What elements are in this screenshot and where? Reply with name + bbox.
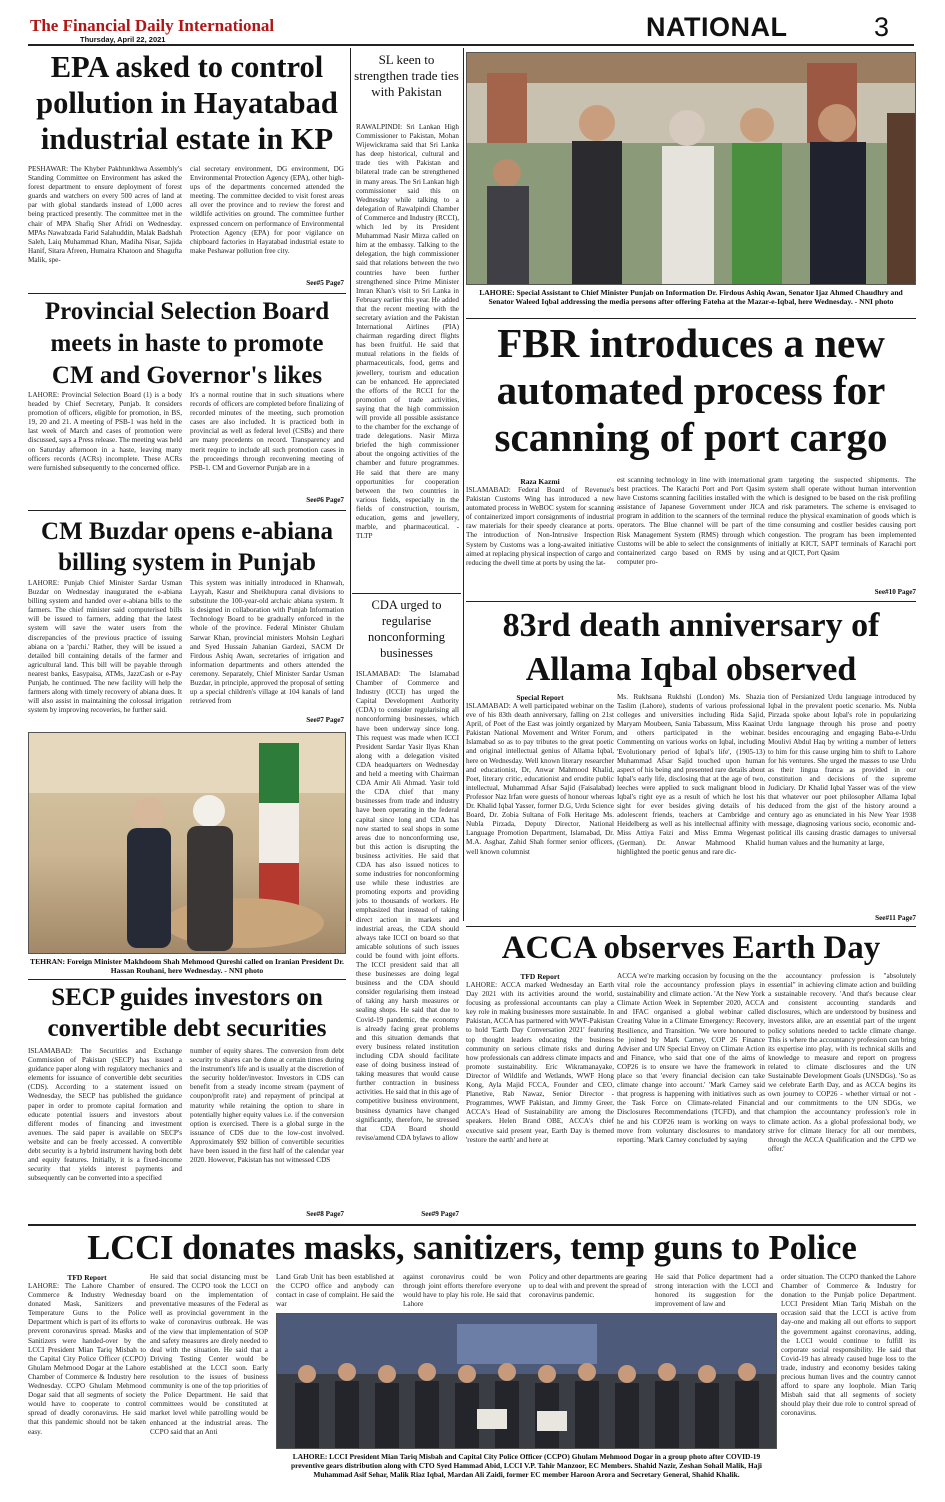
fbr-text-col1: ISLAMABAD: Federal Board of Revenue's Pakistan Customs Wing has introduced a new automated process in WeBOC system for scanning of containerized import consignments of industrial raw materials for their speedy clearance at ports. The introduction of Non-Intrusive Inspection System by Customs was a long-awaited initiative aimed at replacing physical inspection of cargo and reducing the dwell time at ports by using the lat- <box>466 486 614 567</box>
secp-text-col2: number of equity shares. The conversion from debt security to shares can be done at certain times during the instrument's life and is usually at the discretion of the security holder/investor. Investors in CDS can benefit from a steady income stream (payment of coupon/profit rate) and repayment of principal at maturity while retaining the option to share in potentially higher equity values i.e. if the conversion option is exercised. There is a global surge in the issuance of CDS due to the low-cost involved. Approximately $92 billion of convertible securities have been issued in the first half of the calendar year 2020. However, Pakistan has not witnessed CDS <box>190 1047 344 1165</box>
divider <box>28 293 346 294</box>
acca-byline: TFD Report <box>520 972 560 981</box>
headline-secp: SECP guides investors on convertible debt securities <box>47 984 327 1042</box>
masthead-paper-name: The Financial Daily International <box>30 16 275 35</box>
divider <box>466 318 916 319</box>
psb-text-col2: It's a normal routine that in such situations where records of officers are completed before finalizing of recorded minutes of the meeting, such promotion cases are also included. It is practiced both in provincial as well as federal level (CSBs) and there are many precedents on record. Transparency and merit require to include all such promotion cases in the proceedings through reconvening meeting of PSB-1. CM and Governor Punjab are in a <box>190 391 344 472</box>
secp-text-col1: ISLAMABAD: The Securities and Exchange Commission of Pakistan (SECP) has issued a guidance paper along with regulatory mechanics and elements for issuance of convertible debt securities (CDS). According to a statement issued on Wednesday, the SECP has published the guidance paper in order to promote capital formation and educate potential issuers and investors about different modes of financing and investment avenues. The said paper is available on SECP's website and can be freely accessed. A convertible debt security is a hybrid instrument having both debt and equity features. Initially, it is a fixed-income security that yields interest payments and subsequently can be converted into a specified <box>28 1047 182 1183</box>
photo-lcci-caption: LAHORE: LCCI President Mian Tariq Misbah and Capital City Police Officer (CCPO) Ghulam Mehmood Dogar in a group photo after COVID-19 preventive gears distribution along with CTO Syed Hammad Abid, LCCI V.P. Tahir Manzoor, EC Members. Shahid Nazir, Zeshan Sohail Malik, Haji Muhammad Asif Sehar, Malik Riaz Iqbal, Mardan Ali Zaidi, former EC member Haroon Arora and Secretary General, Shahid Khalik. <box>291 1452 762 1479</box>
headline-cda: CDA urged to regularise nonconforming businesses <box>367 598 446 660</box>
photo-lahore-media <box>466 52 916 285</box>
epa-text-col2: cial secretary environment, DG environment, DG Environmental Protection Agency (EPA), other high-ups of the departments concerned attended the meeting. The committee decided to visit forest areas all over the province and to review the forest and wildlife activities on ground. The committee further expressed concern on performance of Environmental Protection Agency (EPA) for poor vigilance on chipboard factories in Hayatabad industrial estate to make Peshawar pollution free city. <box>190 165 344 255</box>
psb-continued: See#6 Page7 <box>306 496 344 504</box>
fbr-text-col3: gram targeting the suspected shipments. The system shall operate without human intervention which is designed to be based on the risk profiling and risk parameters. The scheme is envisaged to reduce the physical examination of goods which is time consuming and costlier besides causing port congestion. The program has been implemented initially at KICT, SAPT terminals of Karachi port and at QICT, Port Qasim <box>768 476 916 557</box>
divider <box>466 926 916 927</box>
lcci-text-col2: He said that social distancing must be ensured. The CCPO took the LCCI on board on the implementation of preventative measures of the Federal as well as provincial government in the wake of coronavirus outbreak. He was of the view that implementation of SOP and safety measures are direly needed to deal with the situation. He said that a Driving Testing Center would be established at the LCCI soon. Early resolution to the issues of business community is one of the top priorities of the Police Department. He said that committees would be constituted at market level while patrolling would be enhanced at the industrial areas. The CCPO said that an Anti <box>150 1273 268 1436</box>
photo-lahore-media-caption: LAHORE: Special Assistant to Chief Minister Punjab on Information Dr. Firdous Ashiq Awan, Senator Ijaz Ahmed Chaudhry and Senator Waleed Iqbal addressing the media persons after offering Fateha at the Mazar-e-Iqbal, here Wednesday. - NNI photo <box>479 288 903 307</box>
headline-lcci: LCCI donates masks, sanitizers, temp guns to Police <box>87 1229 857 1267</box>
masthead-rule <box>28 44 914 46</box>
divider <box>28 510 346 511</box>
iqbal-byline: Special Report <box>516 693 564 702</box>
column-rule <box>463 48 464 921</box>
divider <box>352 593 461 594</box>
page-number: 3 <box>874 12 890 42</box>
column-rule <box>350 48 351 921</box>
iqbal-continued: See#11 Page7 <box>875 914 916 922</box>
lcci-text-col6: He said that Police department had a strong interaction with the LCCI and honored its suggestion for the improvement of law and <box>655 1273 773 1309</box>
lcci-text-col5: Policy and other departments are gearing up to deal with and prevent the spread of coronavirus pandemic. <box>529 1273 647 1300</box>
masthead-date: Thursday, April 22, 2021 <box>80 35 166 44</box>
acca-text-col3: the accountancy profession is "absolutely essential" in achieving climate action and building a sustainable recovery. 'And that's because clear and consistent accounting standards and disclosures, which are understood by business and investors alike, are an essential part of the urgent policy solutions needed to tackle climate change. This is where the accountancy profession can bring its expertise into play, with its technical skills and knowledge to measure and report on progress related to climate disclosures and the UN Sustainable Development Goals (UNSDGs). 'So as we celebrate Earth Day, and as ACCA begins its own journey to COP26 - whether virtual or not - and our commitments to the UN SDGs, we champion the accountancy profession's role in climate action. As a global professional body, we strive for climate literacy for all our members, through the ACCA Qualification and the CPD we offer.' <box>768 972 916 1153</box>
buzdar-text-col1: LAHORE: Punjab Chief Minister Sardar Usman Buzdar on Wednesday inaugurated the e-abiana billing system and handed over e-abiana bills to the farmers. The chief minister said computerised bills will be issued to farmers, adding that the latest system will save the water users from the discrepancies of the previous practice of issuing abiana on a 'parchi.' Rather, they will be issued a detailed bill containing details of the farmer and agricultural land. This bill will be payable through nearest banks, Easypaisa, ATMs, JazzCash or e-Pay Punjab, he continued. The new facility will help the farmers along with timely recovery of abiana dues. It will also assist in maintaining the colossal irrigation system by improving recoveries, he further said. <box>28 579 182 715</box>
fbr-continued: See#10 Page7 <box>874 588 916 596</box>
headline-psb: Provincial Selection Board meets in haste to promote CM and Governor's likes <box>44 298 330 389</box>
photo-tehran-caption: TEHRAN: Foreign Minister Makhdoom Shah Mehmood Qureshi called on Iranian President Dr. Hassan Rouhani, here Wednesday. - NNI photo <box>30 957 344 976</box>
lcci-text-col4: against coronavirus could be won through joint efforts therefore everyone would have to play his role. He said that Lahore <box>403 1273 521 1309</box>
cda-text: ISLAMABAD: The Islamabad Chamber of Commerce and Industry (ICCI) has urged the Capital Development Authority (CDA) to consider regularising all nonconforming businesses, which have been underway since long. This request was made when ICCI President Sardar Yasir Ilyas Khan along with a delegation visited CDA headquarters on Wednesday and held a meeting with Chairman CDA Amir Ali Ahmad. Yasir told the CDA chief that many businesses from trade and industry have been operating in the federal capital since long and CDA has now started to seal shops in some areas due to nonconforming use, but this action is disrupting the business activities. He said that CDA has also issued notices to some industries for nonconforming use while these industries are promoting exports and providing jobs to thousands of workers. He emphasized that instead of taking direct action in markets and industrial areas, the CDA should always take ICCI on board so that amicable solutions of such issues could be found with joint efforts. The ICCI president said that all these businesses are doing legal business and the CDA should consider regularising them instead of taking any harsh measures or sealing shops. He said that due to Covid-19 pandemic, the economy is already facing great problems and this situation demands that every business related institution including CDA should facilitate ease of doing business instead of taking measures that would cause further contraction in business activities. He said that in this age of competitive business environment, business dynamics have changed significantly, therefore, he stressed that CDA Board should revise/amend CDA bylaws to allow <box>356 670 459 1142</box>
buzdar-text-col2: This system was initially introduced in Khanwah, Layyah, Kasur and Sheikhupura canal divisions to substitute the 100-year-old archaic abiana system. It is designed in collaboration with Punjab Information Technology Board to be gradually enforced in the whole of the province. Federal Minister Ghulam Sarwar Khan, provincial ministers Mohsin Leghari and Syed Hussain Jahanian Gardezi, SACM Dr Firdous Ashiq Awan, secretaries of irrigation and information departments and others attended the ceremony. Separately, Chief Minister Sardar Usman Buzdar, in principle, approved the proposal of setting up a special children's village at 104 kanals of land retrieved from <box>190 579 344 706</box>
headline-buzdar: CM Buzdar opens e-abiana billing system in Punjab <box>41 518 333 576</box>
iqbal-text-col1: ISLAMABAD: A well participated webinar on the eve of his 83th death anniversary, falling on 21st April, of Poet of the East was jointly organized by Pakistan National Movement and Writer Forum, Islamabad so as to pay tributes to the great poetic and original intellectual genius of Allama Iqbal, here on Wednesday. Well known literary researcher and educationist, Dr, Anwar Mahmood Khalid, Poet, literary critic, educationist and erudite public intellectual, Muhammad Afsar Sajid (Faisalabad) Professor Naz Irfan were guests of honour whereas Dr. Khalid Iqbal Yasser, former D.G, Urdu Science Board, Dr. Zobia Sultana of Folk Heritage Ms. Nubla Pirzada, Deputy Director, National Language Promotion Department, Islamabad, Dr. M.A. Asghar, Zahid Shah former senior officers, well known columnist <box>466 702 614 856</box>
lcci-text-col1: LAHORE: The Lahore Chamber of Commerce & Industry Wednesday donated Mask, Sanitizers and Temperature Guns to the Police Department which is part of its efforts to prevent coronavirus spread. Masks and Sanitizers were handed-over by the LCCI President Mian Tariq Misbah to the Capital City Police Officer (CCPO) Ghulam Mehmood Dogar at the Lahore Chamber of Commerce & Industry here Wednesday. CCPO Ghulam Mehmood Dogar said that all segments of society would have to cooperate to control spread of deadly coronavirus. He said that this pandemic should not be taken easy. <box>28 1282 146 1436</box>
divider <box>466 601 916 602</box>
cda-continued: See#9 Page7 <box>421 1210 459 1218</box>
secp-continued: See#8 Page7 <box>306 1210 344 1218</box>
sl-text: RAWALPINDI: Sri Lankan High Commissioner to Pakistan, Mohan Wijewickrama said that Sri Lanka has deep historical, cultural and trade ties with Pakistan and bilateral trade can be strengthened in many areas. The Sri Lankan high commissioner said this on Wednesday while talking to a delegation of Rawalpindi Chamber of Commerce and Industry (RCCI), which led by its President Muhammad Nasir Mirza called on him at the embassy. Talking to the delegation, the high commissioner said that relations between the two countries have been further strengthened since Prime Minister Imran Khan's visit to Sri Lanka in February earlier this year. He added that the recent meeting with the secretary aviation and the Pakistan International Airlines (PIA) chairman regarding direct flights has been fruitful. He said that mutual relations in the fields of pharmaceuticals, food, gems and jewellery, tourism and education can be enhanced. He appreciated the efforts of the RCCI for the promotion of trade activities, saying that the high commission will provide all possible assistance to the chamber for the exchange of trade delegations. Nasir Mirza briefed the high commissioner about the ongoing activities of the chamber and future programmes. He said that there are many opportunities for cooperation between the two countries in various fields, especially in the fields of construction, tourism, education, gems and jewellery, marble, and pharmaceutical. - TLTP <box>356 123 459 541</box>
buzdar-continued: See#7 Page7 <box>306 716 344 724</box>
divider <box>28 979 346 980</box>
epa-text-col1: PESHAWAR: The Khyber Pakhtunkhwa Assembly's Standing Committee on Environment has asked the forest department to ensure deployment of forest guards and watchers on every 500 acres of land at par with global standards instead of 1,000 acres being practiced presently. The committee met in the chair of MPA Shafiq Sher Afridi on Wednesday. MPAs Nawabzada Farid Salahuddin, Malak Badshah Saleh, Laiq Muhammad Khan, Madiha Nisar, Sajida Hanif, Sitara Afreen, Humaira Khatoon and Shagufta Malik, spe- <box>28 165 182 264</box>
acca-text-col1: LAHORE: ACCA marked Wednesday an Earth Day 2021 with its activities around the world, focusing as professional accountants can play a key role in making businesses more sustainable. In Pakistan, ACCA has partnered with WWF-Pakistan to hold 'Earth Day Conversation 2021' featuring top thought leaders educating the business community on serious climate risks and during how professionals can address climate impacts and promote sustainability. Eric Wikramanayake, Director of Wildlife and Wetlands, WWF Hong Kong, Ayla Majid FCCA, Founder and CEO, Planetive, Rab Nawaz, Senior Director - Programmes, WWF Pakistan, and Jimmy Greer, ACCA's Head of Sustainability are among the speakers. Helen Brand OBE, ACCA's chief executive said present year, Earth Day is themed 'restore the earth' and here at <box>466 981 614 1144</box>
photo-lcci-group <box>276 1313 777 1449</box>
headline-iqbal: 83rd death anniversary of Allama Iqbal observed <box>502 607 880 688</box>
headline-fbr: FBR introduces a new automated process for scanning of port cargo <box>494 320 888 460</box>
epa-continued: See#5 Page7 <box>306 279 344 287</box>
psb-text-col1: LAHORE: Provincial Selection Board (1) is a body headed by Chief Secretary, Punjab. It considers promotion of officers, eligible for promotion, in BS, 19, 20 and 21. A meeting of PSB-1 was held in the last week of March and cases of promotion were discussed, says a Press release. The meeting was held on Saturday afternoon in a haste, leaving many officers records (ACRs) incomplete. These ACRs were furnished subsequently to the concerned office. <box>28 391 182 472</box>
headline-sl: SL keen to strengthen trade ties with Pakistan <box>354 52 459 99</box>
acca-text-col2: ACCA we're marking occasion by focusing on the vital role the accountancy profession plays in sustainability and climate action. 'At the New York Climate Action Week in September 2020, ACCA and IFAC organised a global webinar called Creating Value in a Climate Emergency: Recovery, Resilience, and Transition. 'We were honoured to be joined by Mark Carney, COP 26 Finance Adviser and UN Special Envoy on Climate Action and Finance, who said that one of the aims of COP26 is to ensure we have the framework in place so that 'every financial decision can take climate change into account.' 'Mark Carney said that progress is happening with initiatives such as the Task Force on Climate-related Financial Disclosures Recommendations (TCFD), and that he and his COP26 team is working on ways to move from voluntary disclosures to mandatory reporting. 'Mark Carney concluded by saying <box>617 972 765 1144</box>
fbr-byline: Raza Kazmi <box>520 477 560 486</box>
headline-acca: ACCA observes Earth Day <box>501 930 881 966</box>
section-title: NATIONAL <box>646 12 788 42</box>
lcci-byline: TFD Report <box>67 1273 107 1282</box>
iqbal-text-col3: tion of Persianized Urdu language introduced by Iqbal in the prevalent poetic scenario. Ms. Nubla Pirzada spoke about Iqbal's role in popularizing Urdu language through his prose and poetry besides encouraging and engaging Baba-e-Urdu Moulivi Abdul Haq by writing a number of letters to him for this cause urging him to shift to Lahore for his ventures. She urged the masses to use Urdu as their lingua franca as provided in our constitution and decisions of the supreme Judiciary. Dr Khalid Iqbal Yasser was of the view that whatever our poet philosopher Allama Iqbal deduced from the gist of the history around a century ago as enunciated in his New Year 1938 message, diagnosing various socio, economic and-political ills causing drastic damages to universal human values and the humanity at large, <box>768 693 916 847</box>
photo-tehran <box>28 732 346 954</box>
iqbal-text-col2: Ms. Rukhsana Rukhshi (London) Ms. Shazia Taslim (Lahore), students of various professional colleges and universities including Rida Sajid, Maryam Moubeen, Sania Tabassum, Miss Kaainat and others participated in the webinar. Commenting on various works on Iqbal, including 'Evolutionary period of Iqbal's life', (1905-13) Muhammad Afsar Sajid touched upon human aspect of his being and presented rare details about Iqbal's early life, disclosing that at the age of two, leeches were applied to suck malignant blood in Iqbal's right eye as a result of which he lost his sight for ever besides giving details of his adolescent friends, teachers at Cambridge and Heidelberg as well as his intellectual affinity with Miss Attiya Faizi and Miss Emma Wegenast (German). Dr. Anwar Mahmood Khalid highlighted the poetic genus and rare dic- <box>617 693 765 856</box>
lcci-text-col7: order situation. The CCPO thanked the Lahore Chamber of Commerce & Industry for donation to the Punjab police Department. LCCI President Mian Tariq Misbah on the occasion said that the LCCI is active from day-one and making all out efforts to support the government against coronavirus, adding, the LCCI would continue to fulfill its corporate social responsibility. He said that Covid-19 has already caused huge loss to the trade, industry and economy besides taking precious human lives and the country cannot afford to spare any loophole. Mian Tariq Misbah said that all segments of society should play their due role to control spread of coronavirus. <box>781 1273 916 1418</box>
fbr-text-col2: est scanning technology in line with international best practices. The Karachi Port and Port Qasim have Customs scanning facilities installed with the assistance of Japanese Government under JICA program in addition to the scanners of the terminal operators. The Blue channel will be part of the Risk Management System (RMS) through which Customs will be able to select the consignments of containerized cargo based on RMS by using computer pro- <box>617 476 765 566</box>
headline-epa: EPA asked to control pollution in Hayatabad industrial estate in KP <box>36 50 338 156</box>
lcci-text-col3: Land Grab Unit has been established at the CCPO office and anybody can contact in case of complaint. He said the war <box>276 1273 394 1309</box>
